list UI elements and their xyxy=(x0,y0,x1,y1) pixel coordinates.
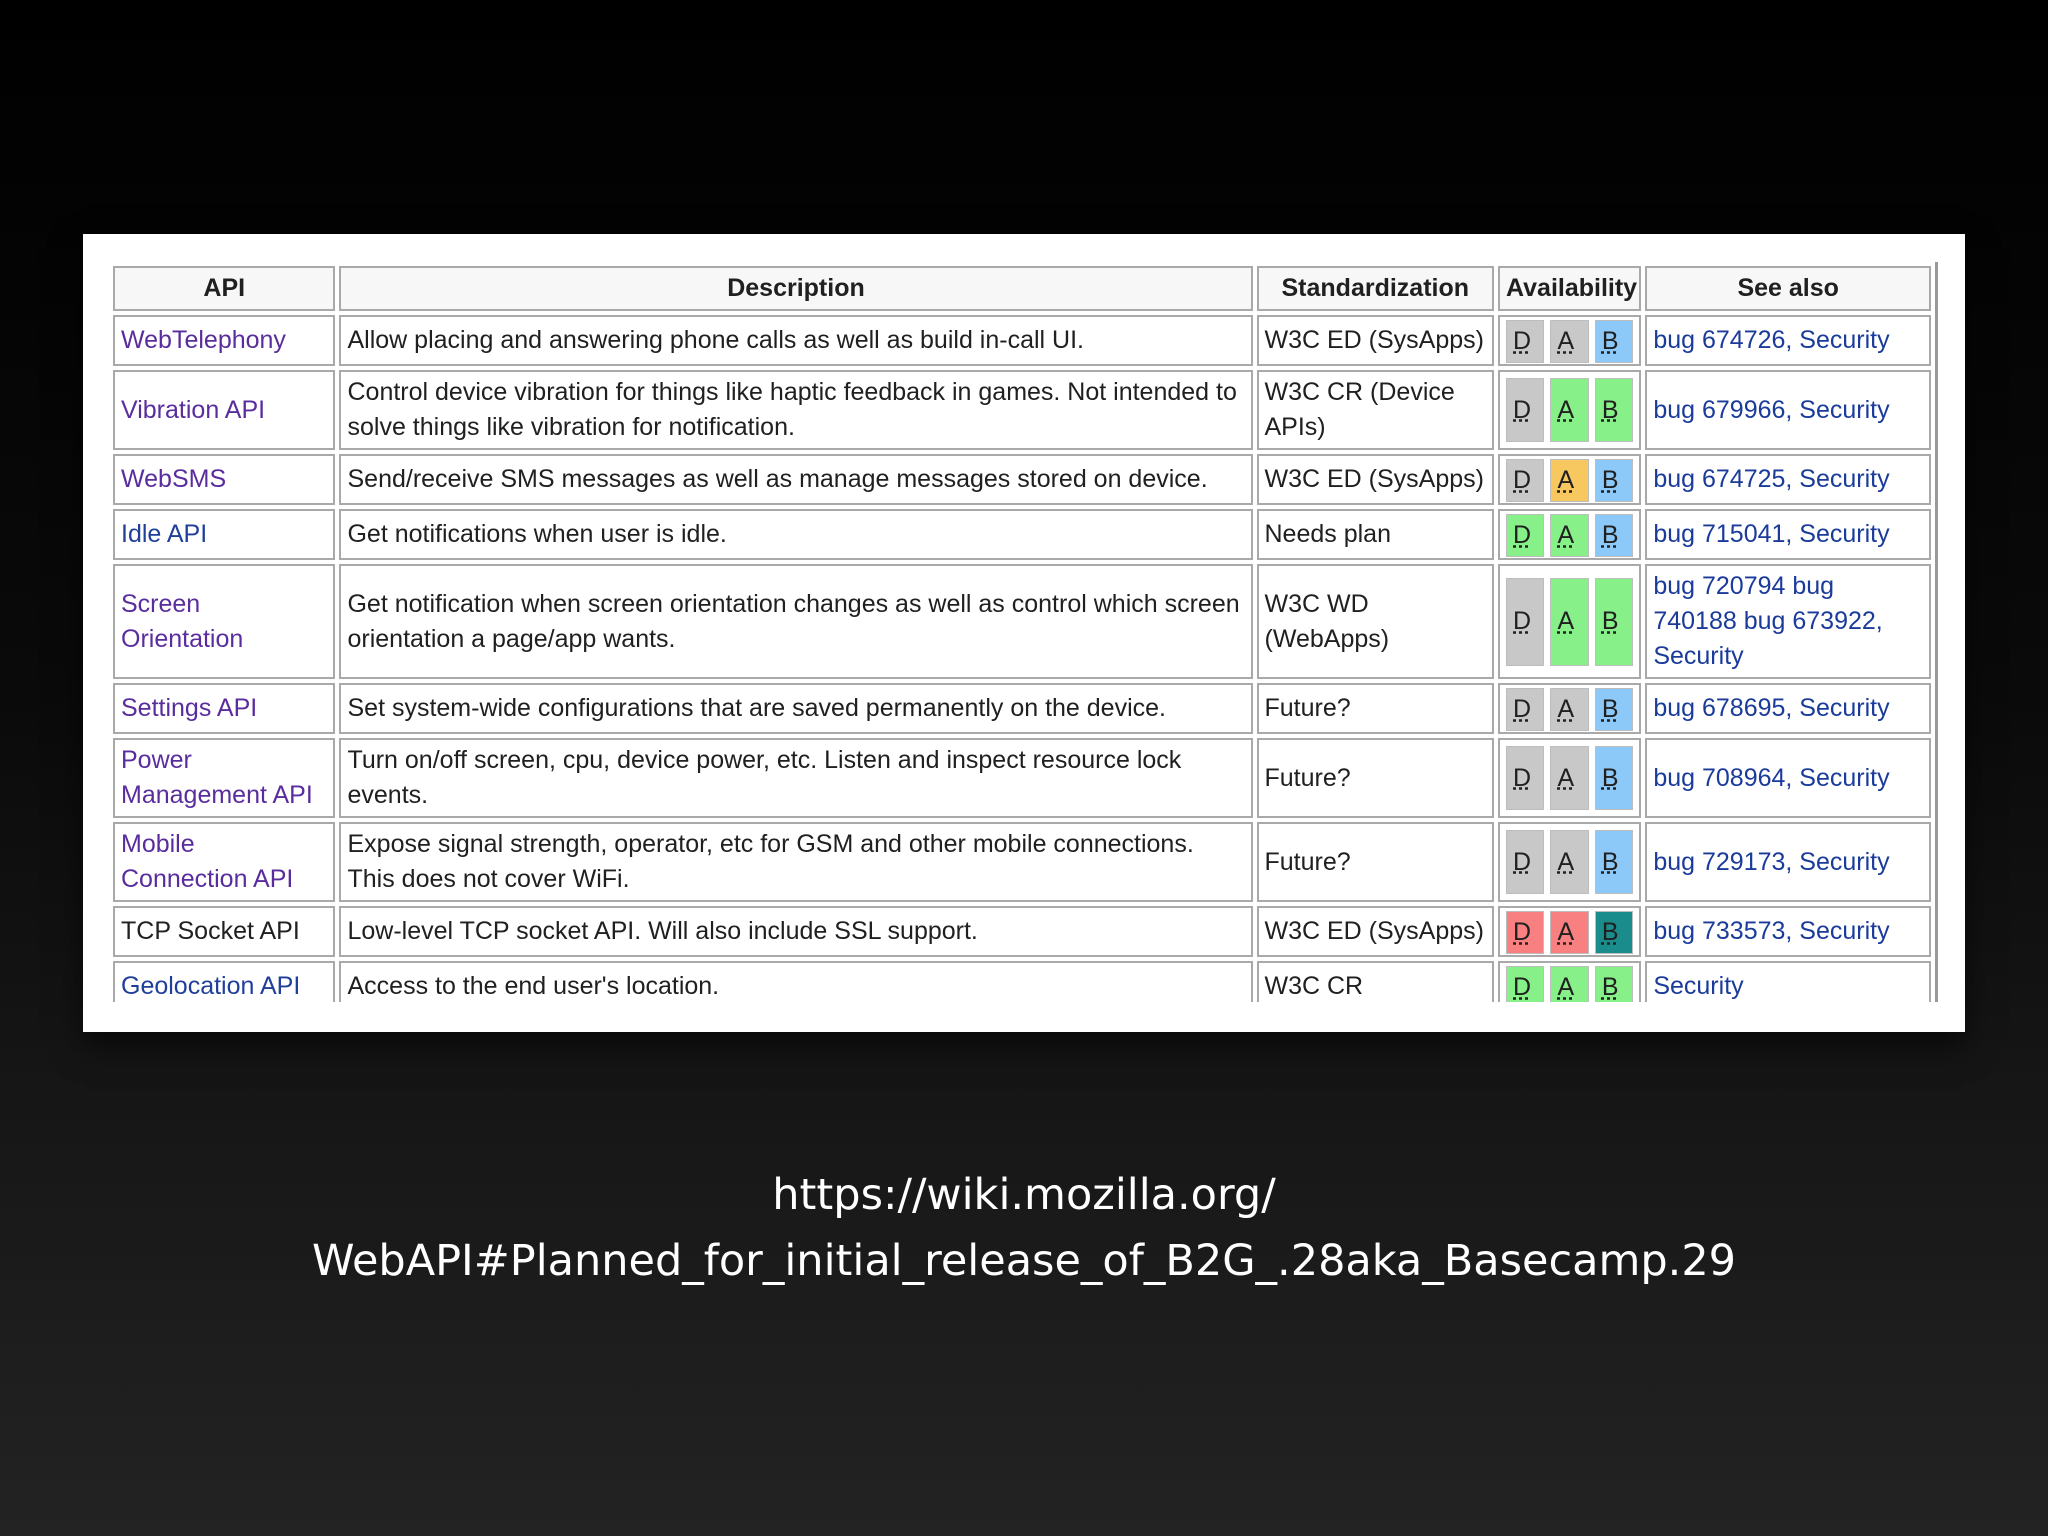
description-cell: Set system-wide configurations that are saved permanently on the device. xyxy=(339,683,1252,734)
availability-flag-b[interactable]: B xyxy=(1595,830,1633,894)
api-name-link[interactable]: Vibration API xyxy=(121,395,266,424)
see-also-cell xyxy=(1645,509,1931,560)
availability-flag-b[interactable]: B xyxy=(1595,966,1633,1002)
see-also-link[interactable]: bug 720794 bug 740188 bug 673922, Security xyxy=(1653,572,1883,670)
availability-flag-b[interactable]: B xyxy=(1595,378,1633,442)
availability-flags xyxy=(1506,688,1633,729)
availability-flag-d[interactable]: D xyxy=(1506,378,1544,442)
caption-line-1: https://wiki.mozilla.org/ xyxy=(772,1170,1276,1220)
header-standardization[interactable]: Standardization xyxy=(1257,266,1495,311)
see-also-cell xyxy=(1645,564,1931,679)
see-also-link[interactable]: Security xyxy=(1653,972,1744,1000)
availability-cell xyxy=(1498,370,1641,450)
availability-flag-b[interactable]: B xyxy=(1595,911,1633,954)
header-description[interactable]: Description xyxy=(339,266,1252,311)
api-name-cell xyxy=(113,370,335,450)
table-row xyxy=(113,822,1931,902)
availability-cell xyxy=(1498,906,1641,957)
standardization-cell: W3C CR xyxy=(1257,961,1495,1002)
availability-flag-b[interactable]: B xyxy=(1595,459,1633,502)
api-name-link: TCP Socket API xyxy=(121,917,300,945)
standardization-cell: W3C ED (SysApps) xyxy=(1257,315,1495,366)
api-name-cell xyxy=(113,961,335,1002)
table-header-row xyxy=(113,266,1931,311)
see-also-link[interactable]: bug 679966, Security xyxy=(1653,395,1890,424)
availability-cell xyxy=(1498,315,1641,366)
availability-flags xyxy=(1506,830,1633,894)
caption-line-2: WebAPI#Planned_for_initial_release_of_B2G_.28aka_Basecamp.29 xyxy=(311,1236,1737,1286)
api-name-link[interactable]: Power Management API xyxy=(121,746,313,809)
standardization-cell: W3C ED (SysApps) xyxy=(1257,454,1495,505)
availability-flag-a[interactable]: A xyxy=(1550,320,1588,363)
table-row xyxy=(113,454,1931,505)
see-also-link[interactable]: bug 674726, Security xyxy=(1653,326,1890,354)
availability-flag-d[interactable]: D xyxy=(1506,746,1544,810)
availability-cell xyxy=(1498,822,1641,902)
api-name-cell xyxy=(113,683,335,734)
header-see-also[interactable]: See also xyxy=(1645,266,1931,311)
availability-flag-d[interactable]: D xyxy=(1506,911,1544,954)
standardization-cell: W3C CR (Device APIs) xyxy=(1257,370,1495,450)
see-also-link[interactable]: bug 708964, Security xyxy=(1653,763,1890,792)
availability-flag-b[interactable]: B xyxy=(1595,578,1633,666)
availability-cell xyxy=(1498,509,1641,560)
api-name-link[interactable]: WebTelephony xyxy=(121,326,286,354)
see-also-cell xyxy=(1645,454,1931,505)
source-url-caption xyxy=(0,1162,2048,1294)
availability-flag-d[interactable]: D xyxy=(1506,830,1544,894)
availability-cell xyxy=(1498,683,1641,734)
api-name-cell xyxy=(113,822,335,902)
api-name-cell xyxy=(113,454,335,505)
table-row xyxy=(113,683,1931,734)
description-cell: Access to the end user's location. xyxy=(339,961,1252,1002)
see-also-cell xyxy=(1645,961,1931,1002)
availability-flags xyxy=(1506,966,1633,1002)
availability-flag-a[interactable]: A xyxy=(1550,746,1588,810)
table-row xyxy=(113,738,1931,818)
availability-flag-a[interactable]: A xyxy=(1550,830,1588,894)
availability-flag-b[interactable]: B xyxy=(1595,688,1633,731)
standardization-cell: Future? xyxy=(1257,738,1495,818)
availability-flags xyxy=(1506,911,1633,952)
standardization-cell: Future? xyxy=(1257,683,1495,734)
standardization-cell: Needs plan xyxy=(1257,509,1495,560)
see-also-link[interactable]: bug 678695, Security xyxy=(1653,694,1890,722)
api-name-link[interactable]: Idle API xyxy=(121,520,208,548)
availability-cell xyxy=(1498,961,1641,1002)
api-name-cell xyxy=(113,738,335,818)
description-cell: Control device vibration for things like haptic feedback in games. Not intended to solve things like vibration for notification. xyxy=(339,370,1252,450)
availability-flag-a[interactable]: A xyxy=(1550,578,1588,666)
availability-flag-d[interactable]: D xyxy=(1506,688,1544,731)
availability-flag-a[interactable]: A xyxy=(1550,966,1588,1002)
availability-cell xyxy=(1498,454,1641,505)
availability-flag-d[interactable]: D xyxy=(1506,320,1544,363)
table-container xyxy=(109,262,1938,1002)
table-body xyxy=(113,315,1931,1002)
availability-flag-b[interactable]: B xyxy=(1595,320,1633,363)
availability-cell xyxy=(1498,564,1641,679)
availability-flags xyxy=(1506,578,1633,666)
availability-flag-d[interactable]: D xyxy=(1506,578,1544,666)
availability-flag-a[interactable]: A xyxy=(1550,688,1588,731)
see-also-cell xyxy=(1645,683,1931,734)
table-row xyxy=(113,370,1931,450)
description-cell: Turn on/off screen, cpu, device power, etc. Listen and inspect resource lock events. xyxy=(339,738,1252,818)
standardization-cell: W3C WD (WebApps) xyxy=(1257,564,1495,679)
description-cell: Get notification when screen orientation changes as well as control which screen orientation a page/app wants. xyxy=(339,564,1252,679)
availability-flag-d[interactable]: D xyxy=(1506,966,1544,1002)
api-name-cell xyxy=(113,564,335,679)
see-also-cell xyxy=(1645,906,1931,957)
see-also-cell xyxy=(1645,822,1931,902)
standardization-cell: W3C ED (SysApps) xyxy=(1257,906,1495,957)
see-also-cell xyxy=(1645,738,1931,818)
availability-flag-b[interactable]: B xyxy=(1595,514,1633,557)
availability-flag-a[interactable]: A xyxy=(1550,911,1588,954)
description-cell: Get notifications when user is idle. xyxy=(339,509,1252,560)
description-cell: Expose signal strength, operator, etc for GSM and other mobile connections. This does not cover WiFi. xyxy=(339,822,1252,902)
table-row xyxy=(113,509,1931,560)
table-row xyxy=(113,961,1931,1002)
screenshot-card xyxy=(83,234,1965,1032)
table-row xyxy=(113,315,1931,366)
availability-flags xyxy=(1506,746,1633,810)
availability-flags xyxy=(1506,320,1633,361)
see-also-link[interactable]: bug 715041, Security xyxy=(1653,520,1890,548)
availability-flag-d[interactable]: D xyxy=(1506,459,1544,502)
api-name-link[interactable]: Settings API xyxy=(121,694,258,722)
api-name-cell xyxy=(113,315,335,366)
availability-cell xyxy=(1498,738,1641,818)
description-cell: Low-level TCP socket API. Will also include SSL support. xyxy=(339,906,1252,957)
table-row xyxy=(113,906,1931,957)
api-name-cell xyxy=(113,509,335,560)
webapi-table xyxy=(109,262,1935,1002)
availability-flag-a[interactable]: A xyxy=(1550,459,1588,502)
see-also-link[interactable]: bug 733573, Security xyxy=(1653,917,1890,945)
availability-flags xyxy=(1506,378,1633,442)
availability-flags xyxy=(1506,459,1633,500)
header-api[interactable]: API xyxy=(113,266,335,311)
api-name-link[interactable]: Screen Orientation xyxy=(121,589,244,653)
api-name-link[interactable]: WebSMS xyxy=(121,465,227,493)
availability-flag-d[interactable]: D xyxy=(1506,514,1544,557)
api-name-link[interactable]: Geolocation API xyxy=(121,972,301,1000)
availability-flag-b[interactable]: B xyxy=(1595,746,1633,810)
standardization-cell: Future? xyxy=(1257,822,1495,902)
header-availability[interactable]: Availability xyxy=(1498,266,1641,311)
table-row xyxy=(113,564,1931,679)
availability-flags xyxy=(1506,514,1633,555)
api-name-link[interactable]: Mobile Connection API xyxy=(121,830,294,893)
description-cell: Allow placing and answering phone calls as well as build in-call UI. xyxy=(339,315,1252,366)
see-also-link[interactable]: bug 674725, Security xyxy=(1653,465,1890,493)
description-cell: Send/receive SMS messages as well as manage messages stored on device. xyxy=(339,454,1252,505)
see-also-cell xyxy=(1645,315,1931,366)
availability-flag-a[interactable]: A xyxy=(1550,378,1588,442)
api-name-cell xyxy=(113,906,335,957)
availability-flag-a[interactable]: A xyxy=(1550,514,1588,557)
see-also-link[interactable]: bug 729173, Security xyxy=(1653,847,1890,876)
see-also-cell xyxy=(1645,370,1931,450)
